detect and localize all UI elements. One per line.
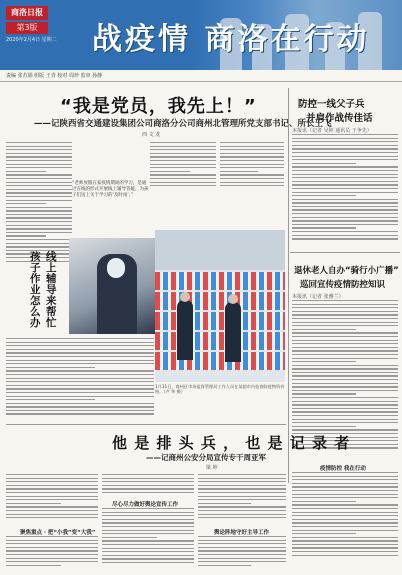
text-line: [292, 526, 398, 527]
text-line: [198, 488, 286, 489]
text-line: [6, 363, 154, 364]
text-line: [6, 146, 72, 147]
text-line: [292, 224, 398, 225]
text-line: [102, 515, 194, 516]
text-line: [102, 537, 157, 538]
text-line: [6, 192, 72, 193]
text-line: [292, 515, 398, 516]
text-line: [6, 392, 154, 393]
text-line: [6, 396, 154, 397]
text-line: [6, 338, 154, 339]
text-line: [198, 510, 286, 511]
text-line: [6, 496, 98, 497]
text-line: [6, 481, 98, 482]
text-line: [292, 393, 356, 394]
text-line: [292, 486, 398, 487]
text-line: [102, 508, 194, 509]
text-line: [6, 492, 98, 493]
editor-credits: 责编 张苏娟 组版 王青 校对 周珍 监审 孙静: [0, 72, 402, 82]
text-line: [292, 365, 398, 366]
text-line: [292, 383, 398, 384]
text-line: [6, 554, 98, 555]
text-line: [6, 540, 98, 541]
text-line: [150, 146, 216, 147]
feature-text-block: [6, 338, 154, 417]
text-line: [220, 167, 284, 168]
right-story2-text: [292, 300, 398, 451]
text-line: [102, 548, 194, 549]
text-line: [292, 519, 398, 520]
text-line: [292, 307, 398, 308]
text-line: [292, 411, 398, 412]
text-line: [220, 182, 284, 183]
text-line: [292, 501, 356, 502]
text-line: [150, 174, 216, 175]
bottom-subheadline: ——记商州公安分局宣传专干周亚军: [146, 453, 266, 462]
bottom-section-2: 尽心尽力做好舆论宣传工作: [112, 502, 179, 508]
text-line: [292, 138, 398, 139]
text-line: [198, 550, 286, 551]
text-line: [292, 404, 398, 405]
text-line: [6, 243, 72, 244]
text-line: [150, 185, 216, 186]
text-line: [6, 410, 154, 411]
main-headline: “我是党员，我先上！”: [60, 96, 257, 117]
text-line: [6, 239, 72, 240]
text-line: [292, 537, 398, 538]
text-line: [102, 492, 194, 493]
text-line: [292, 479, 398, 480]
text-line: [6, 232, 72, 233]
main-text-col-3: [150, 142, 216, 189]
text-line: [292, 361, 356, 362]
text-line: [292, 555, 398, 556]
banner-title: 战疫情 商洛在行动: [92, 22, 370, 57]
text-line: [292, 220, 398, 221]
right-story1-byline: 本报讯（记者 吴婷 通讯员 王争先）: [292, 128, 372, 134]
text-line: [292, 188, 398, 189]
text-line: [150, 171, 190, 172]
text-line: [102, 551, 194, 552]
text-line: [292, 472, 398, 473]
text-line: [198, 561, 286, 562]
text-line: [6, 543, 98, 544]
text-line: [6, 503, 61, 504]
text-line: [6, 367, 95, 368]
text-line: [292, 206, 398, 207]
text-line: [6, 185, 72, 186]
text-line: [6, 164, 72, 165]
text-line: [6, 547, 98, 548]
text-line: [292, 397, 398, 398]
text-line: [102, 481, 194, 482]
text-line: [6, 178, 72, 179]
text-line: [292, 227, 356, 228]
text-line: [292, 156, 398, 157]
main-byline: 西 文 龙: [142, 132, 161, 138]
text-line: [292, 181, 398, 182]
text-line: [6, 388, 154, 389]
text-line: [220, 178, 284, 179]
vertical-feature-title: [6, 251, 66, 329]
text-line: [292, 372, 398, 373]
pull-quote: “老师放假在家疫情期间的学习，是通过在线的形式开展线上辅导答疑，为孩子们送上关于学习的‘及时雨’。”: [72, 181, 149, 198]
text-line: [198, 517, 286, 518]
text-line: [6, 160, 72, 161]
text-line: [292, 332, 398, 333]
text-line: [292, 422, 398, 423]
text-line: [102, 512, 194, 513]
text-line: [292, 426, 356, 427]
text-line: [6, 399, 95, 400]
text-line: [102, 474, 194, 475]
bottom-section-3: 舆论阵地守好主导工作: [214, 530, 270, 536]
text-line: [292, 494, 398, 495]
text-line: [292, 522, 398, 523]
text-line: [292, 544, 398, 545]
text-line: [198, 540, 286, 541]
text-line: [6, 413, 154, 414]
text-line: [292, 512, 398, 513]
text-line: [6, 565, 61, 566]
right-story2-subtitle: 巡回宣传疫情防控知识: [300, 280, 386, 290]
bottom-text-col-2: [102, 474, 194, 496]
text-line: [198, 492, 286, 493]
text-line: [292, 311, 398, 312]
right-story2-text-2: [292, 472, 398, 558]
text-line: [102, 533, 194, 534]
bottom-byline: 梁 婷: [206, 465, 218, 471]
text-line: [292, 159, 398, 160]
vertical-title-line-1: 线 上 辅 导 来 帮 忙: [46, 251, 57, 329]
text-line: [6, 378, 154, 379]
issue-date: 2020年2月4日 星期二: [6, 37, 57, 43]
text-line: [6, 182, 72, 183]
text-line: [102, 562, 194, 563]
text-line: [292, 547, 398, 548]
bottom-text-col-1b: [6, 536, 98, 568]
text-line: [220, 146, 284, 147]
text-line: [6, 189, 72, 190]
text-line: [6, 142, 72, 143]
text-line: [292, 141, 398, 142]
text-line: [6, 510, 98, 511]
text-line: [6, 356, 154, 357]
text-line: [6, 550, 98, 551]
text-line: [292, 533, 356, 534]
text-line: [6, 235, 46, 236]
text-line: [198, 474, 286, 475]
text-line: [292, 497, 398, 498]
text-line: [6, 561, 98, 562]
text-line: [102, 530, 194, 531]
bottom-text-col-3b: [198, 536, 286, 568]
photo-caption: 1月31日，商州区市场监督管理局工作人员在某超市内检查防疫物资价格。（卢 华 摄）: [155, 384, 285, 394]
bottom-headline: 他 是 排 头 兵 ， 也 是 记 录 者: [112, 434, 351, 452]
text-line: [6, 474, 98, 475]
text-line: [292, 235, 398, 236]
text-line: [292, 368, 398, 369]
page-number: 第3版: [6, 22, 48, 34]
text-line: [6, 225, 72, 226]
officer-photo: [69, 238, 155, 334]
text-line: [292, 325, 398, 326]
page-banner: [0, 0, 402, 70]
text-line: [292, 134, 398, 135]
text-line: [220, 164, 284, 165]
text-line: [6, 171, 46, 172]
text-line: [102, 558, 194, 559]
text-line: [292, 358, 398, 359]
main-subheadline: ——记陕西省交通建设集团公司商洛分公司商州北管理所党支部书记、所长王飞: [34, 119, 332, 129]
text-line: [292, 177, 398, 178]
text-line: [6, 203, 46, 204]
text-line: [6, 536, 98, 537]
text-line: [292, 202, 398, 203]
text-line: [292, 174, 398, 175]
column-divider: [288, 88, 289, 483]
text-line: [198, 499, 286, 500]
text-line: [6, 488, 98, 489]
text-line: [292, 318, 398, 319]
text-line: [198, 543, 286, 544]
text-line: [292, 429, 398, 430]
right-divider: [290, 252, 400, 253]
text-line: [198, 554, 286, 555]
text-line: [292, 379, 398, 380]
text-line: [292, 490, 398, 491]
text-line: [6, 214, 72, 215]
text-line: [6, 478, 98, 479]
text-line: [292, 304, 398, 305]
text-line: [292, 336, 398, 337]
text-line: [6, 406, 154, 407]
text-line: [292, 508, 398, 509]
text-line: [6, 349, 154, 350]
text-line: [292, 213, 398, 214]
text-line: [102, 555, 194, 556]
text-line: [102, 519, 194, 520]
text-line: [292, 145, 398, 146]
text-line: [292, 192, 398, 193]
text-line: [150, 153, 216, 154]
text-line: [150, 160, 216, 161]
text-line: [292, 199, 398, 200]
text-line: [150, 182, 216, 183]
text-line: [6, 370, 154, 371]
text-line: [220, 174, 284, 175]
text-line: [6, 345, 154, 346]
text-line: [292, 340, 398, 341]
text-line: [150, 149, 216, 150]
bottom-section-1: 聚焦重点 · 把“小我”变“大我”: [20, 530, 96, 536]
text-line: [198, 496, 286, 497]
text-line: [292, 390, 398, 391]
bottom-text-col-2b: [102, 508, 194, 566]
text-line: [102, 485, 194, 486]
text-line: [292, 217, 398, 218]
right-story2-byline: 本报讯（记者 张雅兰）: [292, 294, 344, 300]
text-line: [6, 385, 154, 386]
text-line: [6, 342, 154, 343]
text-line: [6, 246, 72, 247]
text-line: [102, 544, 194, 545]
text-line: [6, 207, 72, 208]
text-line: [198, 485, 286, 486]
right-story2-title: 退休老人自办“骑行小广播”: [294, 266, 399, 276]
text-line: [6, 499, 98, 500]
text-line: [292, 209, 398, 210]
text-line: [6, 381, 154, 382]
bottom-text-col-3: [198, 474, 286, 521]
text-line: [198, 536, 286, 537]
paper-name: 商洛日报: [6, 6, 48, 20]
main-text-col-1: [6, 142, 72, 264]
text-line: [150, 167, 216, 168]
supermarket-inspection-photo: [155, 230, 285, 382]
text-line: [102, 522, 194, 523]
text-line: [292, 148, 398, 149]
text-line: [150, 156, 216, 157]
text-line: [198, 478, 286, 479]
right-story1-subtitle: 并肩作战传佳话: [306, 113, 373, 124]
text-line: [292, 419, 398, 420]
text-line: [292, 231, 398, 232]
text-line: [292, 163, 356, 164]
text-line: [292, 415, 398, 416]
text-line: [6, 149, 72, 150]
text-line: [6, 217, 72, 218]
right-story1-title: 防控一线父子兵: [298, 99, 365, 110]
text-line: [6, 352, 154, 353]
text-line: [292, 322, 398, 323]
text-line: [292, 347, 398, 348]
text-line: [102, 478, 194, 479]
text-line: [220, 185, 284, 186]
text-line: [292, 476, 398, 477]
text-line: [6, 360, 154, 361]
text-line: [6, 167, 72, 168]
text-line: [6, 403, 154, 404]
text-line: [292, 314, 398, 315]
text-line: [6, 558, 98, 559]
text-line: [102, 488, 194, 489]
text-line: [292, 343, 398, 344]
text-line: [292, 375, 398, 376]
text-line: [6, 374, 154, 375]
text-line: [6, 228, 72, 229]
text-line: [6, 506, 98, 507]
bottom-text-col-1: [6, 474, 98, 521]
text-line: [292, 483, 398, 484]
text-line: [292, 195, 356, 196]
text-line: [102, 540, 194, 541]
text-line: [6, 485, 98, 486]
text-line: [6, 221, 72, 222]
text-line: [6, 517, 98, 518]
text-line: [292, 540, 398, 541]
text-line: [292, 170, 398, 171]
text-line: [292, 329, 356, 330]
text-line: [292, 408, 398, 409]
text-line: [292, 504, 398, 505]
text-line: [292, 166, 398, 167]
text-line: [220, 156, 284, 157]
text-line: [6, 174, 72, 175]
text-line: [220, 142, 284, 143]
text-line: [150, 164, 216, 165]
vertical-title-line-2: 孩 子 作 业 怎 么 办: [30, 251, 41, 329]
text-line: [292, 354, 398, 355]
text-line: [198, 506, 286, 507]
text-line: [220, 171, 258, 172]
text-line: [6, 156, 72, 157]
text-line: [292, 401, 398, 402]
text-line: [220, 149, 284, 150]
main-text-col-4: [220, 142, 284, 189]
text-line: [220, 153, 284, 154]
text-line: [292, 551, 398, 552]
text-line: [292, 238, 398, 239]
text-line: [6, 196, 72, 197]
text-line: [198, 558, 286, 559]
main-text-col-2: [76, 142, 146, 176]
text-line: [6, 514, 98, 515]
text-line: [292, 300, 398, 301]
text-line: [198, 547, 286, 548]
text-line: [150, 142, 216, 143]
right-story1-text: [292, 134, 398, 242]
text-line: [198, 481, 286, 482]
text-line: [292, 530, 398, 531]
bottom-divider: [6, 424, 286, 425]
text-line: [102, 526, 194, 527]
text-line: [6, 153, 72, 154]
text-line: [220, 160, 284, 161]
text-line: [292, 184, 398, 185]
text-line: [198, 503, 251, 504]
text-line: [292, 350, 398, 351]
text-line: [198, 565, 251, 566]
right-section-heading: 疫情防控 我在行动: [320, 466, 366, 472]
text-line: [292, 386, 398, 387]
text-line: [198, 514, 286, 515]
text-line: [6, 200, 72, 201]
text-line: [292, 152, 398, 153]
text-line: [6, 210, 72, 211]
text-line: [150, 178, 216, 179]
